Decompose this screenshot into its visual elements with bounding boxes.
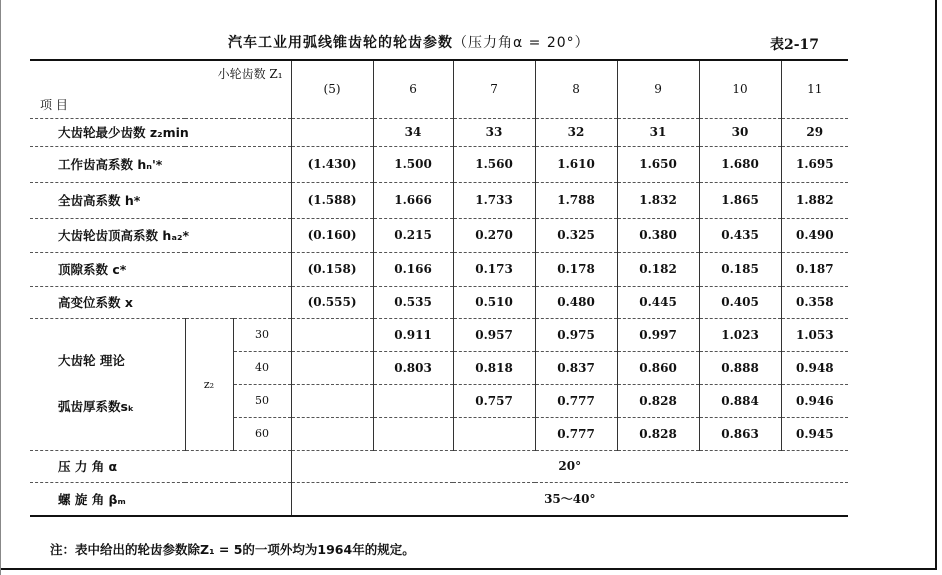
cell: 29 [781,118,848,146]
row-label: 压 力 角 α [30,450,291,482]
table-row [30,182,848,218]
pressure-angle-value: 20° [291,450,848,482]
cell: (1.430) [291,146,373,182]
cell: 0.863 [699,417,781,450]
title-main: 汽车工业用弧线锥齿轮的轮齿参数 [228,35,453,51]
helix-angle-value: 35～40° [291,482,848,516]
cell: 0.185 [699,252,781,286]
thickness-label-2: 弧齿厚系数sₖ [58,399,135,414]
table-row [30,318,848,351]
cell: 0.828 [617,417,699,450]
table-row [30,450,848,482]
cell: 0.325 [535,218,617,252]
col-header: 6 [373,60,453,118]
cell [291,417,373,450]
cell: 1.788 [535,182,617,218]
cell: (0.555) [291,286,373,318]
cell: 0.888 [699,351,781,384]
cell [291,118,373,146]
row-label: 高变位系数 x [30,286,291,318]
cell: 34 [373,118,453,146]
cell: 0.975 [535,318,617,351]
table-row [30,286,848,318]
cell: 30 [699,118,781,146]
col-header: 11 [781,60,848,118]
col-header-label: 小轮齿数 Z₁ [217,67,283,82]
table-row [30,252,848,286]
header-corner-cell [30,60,291,118]
table-row [30,118,848,146]
z2-label: z₂ [185,318,233,450]
cell: 33 [453,118,535,146]
table-note: 注：表中给出的轮齿参数除Z₁ = 5的一项外均为1964年的规定。 [50,542,415,557]
cell [453,417,535,450]
cell: 1.023 [699,318,781,351]
cell [291,384,373,417]
cell: 1.695 [781,146,848,182]
cell: 1.882 [781,182,848,218]
cell: 0.828 [617,384,699,417]
cell: 0.837 [535,351,617,384]
row-label: 工作齿高系数 hₙ'* [30,146,291,182]
cell: 0.777 [535,417,617,450]
col-header: 10 [699,60,781,118]
z-value: 50 [233,384,291,417]
col-header: 8 [535,60,617,118]
cell: 0.358 [781,286,848,318]
cell: 0.166 [373,252,453,286]
cell: 1.053 [781,318,848,351]
z-value: 30 [233,318,291,351]
cell: 1.865 [699,182,781,218]
row-label: 螺 旋 角 βₘ [30,482,291,516]
left-edge-line [0,0,1,575]
table-number: 表2-17 [770,37,820,53]
header-row [30,60,848,118]
row-label: 全齿高系数 h* [30,182,291,218]
cell [291,318,373,351]
cell: 1.680 [699,146,781,182]
row-label: 大齿轮最少齿数 z₂min [30,118,291,146]
cell: (0.160) [291,218,373,252]
cell: 1.500 [373,146,453,182]
cell: 0.480 [535,286,617,318]
cell: 0.270 [453,218,535,252]
cell: 0.445 [617,286,699,318]
cell: 0.945 [781,417,848,450]
cell: 1.650 [617,146,699,182]
cell [373,417,453,450]
cell: 0.435 [699,218,781,252]
row-label: 顶隙系数 c* [30,252,291,286]
cell: 1.733 [453,182,535,218]
cell: (1.588) [291,182,373,218]
thickness-label-1: 大齿轮 理论 [58,353,125,368]
cell: 0.777 [535,384,617,417]
thickness-label-cell [30,318,185,450]
table-title [228,32,590,52]
cell: 0.860 [617,351,699,384]
z-value: 60 [233,417,291,450]
title-sub: （压力角α = 20°） [453,35,590,51]
table-row [30,146,848,182]
table-row [30,218,848,252]
cell: 0.215 [373,218,453,252]
cell: 0.178 [535,252,617,286]
cell: 1.832 [617,182,699,218]
cell: 0.405 [699,286,781,318]
cell: 0.187 [781,252,848,286]
row-header-label: 项 目 [40,98,68,113]
cell: 0.173 [453,252,535,286]
cell: 1.610 [535,146,617,182]
z-value: 40 [233,351,291,384]
cell: 0.490 [781,218,848,252]
cell: 0.957 [453,318,535,351]
cell: 0.997 [617,318,699,351]
cell: 0.757 [453,384,535,417]
cell [291,351,373,384]
cell: 0.182 [617,252,699,286]
cell: 0.818 [453,351,535,384]
col-header: (5) [291,60,373,118]
cell: 0.380 [617,218,699,252]
table-row [30,482,848,516]
cell: 0.911 [373,318,453,351]
cell: 0.803 [373,351,453,384]
cell: 1.560 [453,146,535,182]
cell: 31 [617,118,699,146]
row-label: 大齿轮齿顶高系数 hₐ₂* [30,218,291,252]
cell: 32 [535,118,617,146]
col-header: 7 [453,60,535,118]
cell: 0.535 [373,286,453,318]
col-header: 9 [617,60,699,118]
cell [373,384,453,417]
cell: 0.946 [781,384,848,417]
gear-parameter-table [30,59,848,517]
cell: 0.884 [699,384,781,417]
cell: 1.666 [373,182,453,218]
cell: 0.948 [781,351,848,384]
cell: 0.510 [453,286,535,318]
cell: (0.158) [291,252,373,286]
